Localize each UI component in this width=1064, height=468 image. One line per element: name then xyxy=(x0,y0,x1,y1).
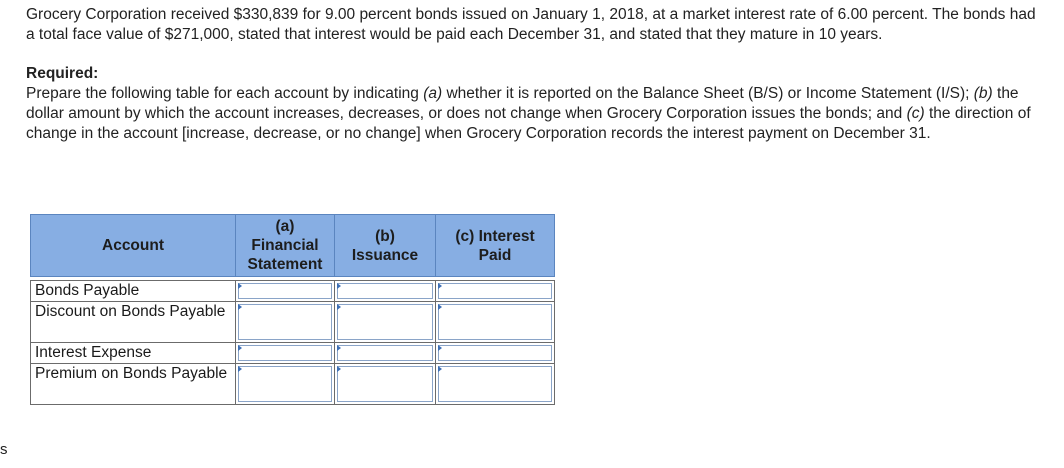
dropdown-caret-icon xyxy=(337,366,341,372)
instructions-letter-a: (a) xyxy=(423,85,443,102)
account-cell: Premium on Bonds Payable xyxy=(31,364,236,405)
margin-fragment: s xyxy=(0,441,8,458)
dropdown-box[interactable] xyxy=(238,345,332,361)
table-row xyxy=(31,281,555,302)
header-financial-statement xyxy=(236,215,335,277)
required-heading: Required: xyxy=(26,65,99,82)
interest-paid-dropdown[interactable] xyxy=(436,364,555,405)
financial-statement-dropdown[interactable] xyxy=(236,302,335,343)
header-c-line1: (c) Interest xyxy=(455,227,535,245)
instructions-letter-b: (b) xyxy=(973,85,993,102)
interest-paid-dropdown[interactable] xyxy=(436,281,555,302)
account-cell: Bonds Payable xyxy=(31,281,236,302)
dropdown-box[interactable] xyxy=(337,304,433,340)
header-issuance xyxy=(335,215,436,277)
dropdown-box[interactable] xyxy=(238,283,332,299)
dropdown-caret-icon xyxy=(438,304,442,310)
dropdown-caret-icon xyxy=(238,283,242,289)
dropdown-box[interactable] xyxy=(438,304,552,340)
dropdown-caret-icon xyxy=(438,283,442,289)
interest-paid-dropdown[interactable] xyxy=(436,343,555,364)
dropdown-caret-icon xyxy=(238,345,242,351)
dropdown-caret-icon xyxy=(438,345,442,351)
header-c-line2: Paid xyxy=(478,246,512,264)
issuance-dropdown[interactable] xyxy=(335,281,436,302)
table-row xyxy=(31,364,555,405)
header-a-letter: (a) xyxy=(275,218,295,235)
account-cell: Discount on Bonds Payable xyxy=(31,302,236,343)
table-header-row xyxy=(31,215,555,277)
dropdown-caret-icon xyxy=(337,304,341,310)
account-cell: Interest Expense xyxy=(31,343,236,364)
table-row xyxy=(31,302,555,343)
dropdown-box[interactable] xyxy=(337,366,433,402)
header-a-line2: Statement xyxy=(247,256,323,273)
interest-paid-dropdown[interactable] xyxy=(436,302,555,343)
instructions-letter-c: (c) xyxy=(906,105,925,122)
instructions-text xyxy=(26,84,1036,144)
instructions-part-4: the direction of change in the account [increase, decrease, or no change] when Grocery Corporation records the interest payment on December 31. xyxy=(26,105,1031,142)
instructions-part-1: Prepare the following table for each account by indicating xyxy=(26,85,424,102)
dropdown-box[interactable] xyxy=(238,366,332,402)
dropdown-box[interactable] xyxy=(438,283,552,299)
dropdown-caret-icon xyxy=(337,345,341,351)
dropdown-box[interactable] xyxy=(238,304,332,340)
header-account: Account xyxy=(31,215,236,277)
header-interest-paid xyxy=(436,215,555,277)
table-row xyxy=(31,343,555,364)
instructions-part-3: the dollar amount by which the account increases, decreases, or does not change when Grocery Corporation issues the bonds; and xyxy=(26,85,1019,122)
header-a-line1: Financial xyxy=(251,237,319,254)
instructions-part-2: whether it is reported on the Balance Sheet (B/S) or Income Statement (I/S); xyxy=(442,85,974,102)
issuance-dropdown[interactable] xyxy=(335,343,436,364)
dropdown-box[interactable] xyxy=(438,366,552,402)
header-b-label: Issuance xyxy=(351,246,419,264)
dropdown-caret-icon xyxy=(337,283,341,289)
issuance-dropdown[interactable] xyxy=(335,364,436,405)
dropdown-box[interactable] xyxy=(337,345,433,361)
financial-statement-dropdown[interactable] xyxy=(236,343,335,364)
account-table xyxy=(30,214,555,405)
dropdown-box[interactable] xyxy=(337,283,433,299)
dropdown-caret-icon xyxy=(438,366,442,372)
dropdown-box[interactable] xyxy=(438,345,552,361)
problem-statement xyxy=(26,5,1036,144)
problem-text: Grocery Corporation received $330,839 for 9.00 percent bonds issued on January 1, 2018, at a market interest rate of 6.00 percent. The bonds had a total face value of $271,000, stated that interest would be paid each December 31, and stated that they mature in 10 years. xyxy=(26,6,1036,43)
financial-statement-dropdown[interactable] xyxy=(236,364,335,405)
financial-statement-dropdown[interactable] xyxy=(236,281,335,302)
issuance-dropdown[interactable] xyxy=(335,302,436,343)
header-b-letter: (b) xyxy=(375,227,395,245)
dropdown-caret-icon xyxy=(238,304,242,310)
dropdown-caret-icon xyxy=(238,366,242,372)
